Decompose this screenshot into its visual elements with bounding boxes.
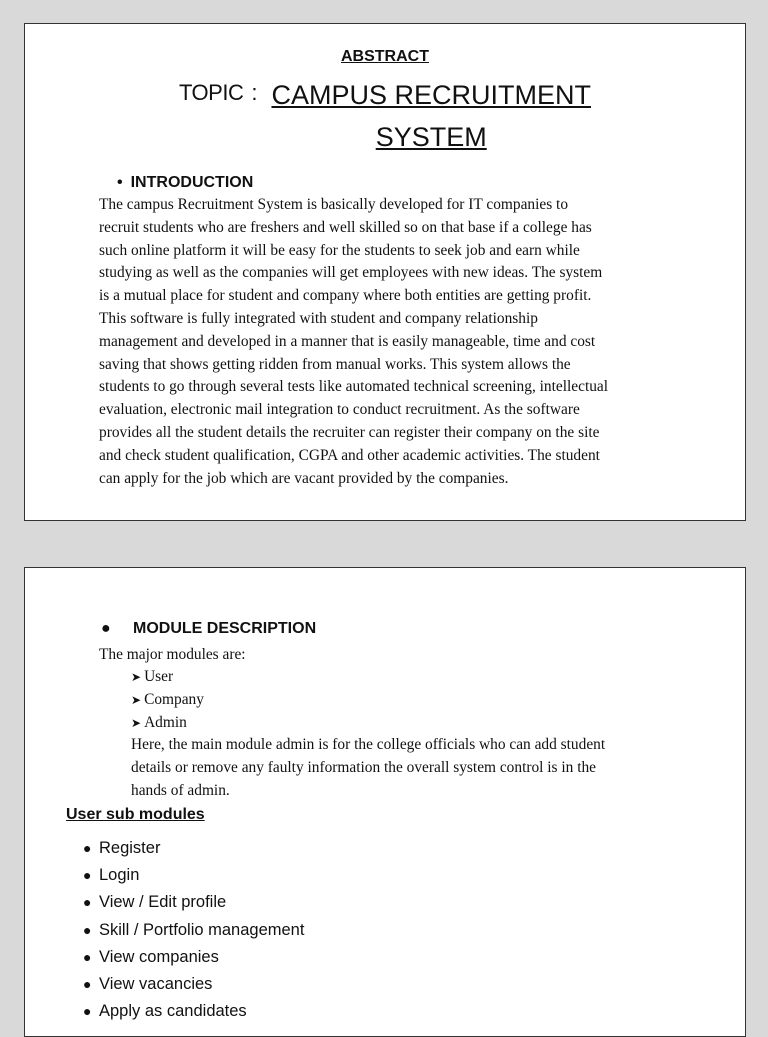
paragraph-line: and check student qualification, CGPA and other academic activities. The student	[99, 446, 600, 464]
sub-module-list-item	[83, 835, 304, 862]
sub-module-list-item	[83, 889, 304, 916]
paragraph-line: saving that shows getting ridden from manual works. This system allows the	[99, 355, 571, 373]
bullet-icon: ●	[101, 620, 111, 637]
paragraph-line: is a mutual place for student and company where both entities are getting profit.	[99, 287, 592, 305]
sub-module-list-item	[83, 971, 304, 998]
bullet-icon: ●	[83, 948, 92, 965]
bullet-icon: ●	[83, 1003, 92, 1020]
paragraph-line: studying as well as the companies will get employees with new ideas. The system	[99, 264, 603, 282]
paragraph-line: evaluation, electronic mail integration to conduct recruitment. As the software	[99, 401, 580, 419]
paragraph-line: hands of admin.	[131, 781, 230, 799]
topic-label: TOPIC	[179, 80, 244, 105]
module-page	[24, 567, 746, 1037]
paragraph-line: students to go through several tests like automated technical screening, intellectual	[99, 378, 609, 396]
paragraph-line: This software is fully integrated with student and company relationship	[99, 309, 538, 327]
arrow-bullet-icon: ➤	[131, 715, 142, 730]
paragraph-line: provides all the student details the recruiter can register their company on the site	[99, 423, 600, 441]
abstract-heading: ABSTRACT	[341, 48, 429, 65]
sub-module-name: Login	[99, 866, 140, 885]
major-modules-text: The major modules are:	[99, 646, 246, 663]
arrow-bullet-icon: ➤	[131, 670, 142, 684]
user-sub-modules-heading: User sub modules	[66, 806, 205, 823]
module-list-item	[131, 712, 204, 735]
paragraph-line: The campus Recruitment System is basically developed for IT companies to	[99, 196, 569, 213]
paragraph-line: can apply for the job which are vacant provided by the companies.	[99, 469, 509, 487]
paragraph-line: details or remove any faulty information the overall system control is in the	[131, 758, 597, 776]
paragraph-line: management and developed in a manner that is easily manageable, time and cost	[99, 332, 596, 350]
introduction-paragraph	[99, 194, 711, 490]
sub-module-name: Register	[99, 839, 161, 857]
sub-module-name: View companies	[99, 947, 219, 966]
bullet-icon: ●	[83, 867, 92, 884]
module-description-heading	[101, 620, 316, 638]
abstract-page	[24, 23, 746, 521]
module-name: Company	[144, 690, 204, 708]
sub-module-list-item	[83, 862, 304, 889]
sub-module-list-item	[83, 917, 304, 944]
module-list-item	[131, 666, 204, 689]
module-list-item	[131, 689, 204, 712]
introduction-heading	[117, 174, 253, 192]
paragraph-line: Here, the main module admin is for the college officials who can add student	[131, 736, 606, 753]
arrow-bullet-icon: ➤	[131, 692, 142, 707]
sub-module-name: View / Edit profile	[99, 893, 227, 912]
topic-title-line2: SYSTEM	[375, 122, 487, 152]
module-description-heading-text: MODULE DESCRIPTION	[133, 620, 317, 637]
sub-module-name: Skill / Portfolio management	[99, 920, 305, 939]
paragraph-line: such online platform it will be easy for the students to seek job and earn while	[99, 241, 580, 259]
sub-module-name: View vacancies	[99, 975, 213, 994]
topic-title-line1: CAMPUS RECRUITMENT	[271, 80, 591, 110]
sub-module-list-item	[83, 944, 304, 971]
bullet-icon: ●	[83, 840, 92, 856]
module-name: Admin	[144, 713, 187, 731]
introduction-heading-text: INTRODUCTION	[130, 174, 254, 191]
user-sub-module-list	[83, 835, 304, 1025]
bullet-icon: ●	[83, 921, 92, 938]
sub-module-name: Apply as candidates	[99, 1002, 247, 1021]
paragraph-line: recruit students who are freshers and well skilled so on that base if a college has	[99, 218, 592, 236]
topic-title	[271, 74, 591, 158]
module-list	[131, 666, 204, 734]
admin-description-paragraph	[131, 734, 731, 802]
bullet-icon: •	[117, 174, 123, 191]
module-name: User	[144, 668, 174, 685]
bullet-icon: ●	[83, 894, 92, 911]
sub-module-list-item	[83, 998, 304, 1025]
topic-row	[25, 80, 745, 158]
bullet-icon: ●	[83, 976, 92, 993]
topic-colon: :	[251, 80, 258, 105]
